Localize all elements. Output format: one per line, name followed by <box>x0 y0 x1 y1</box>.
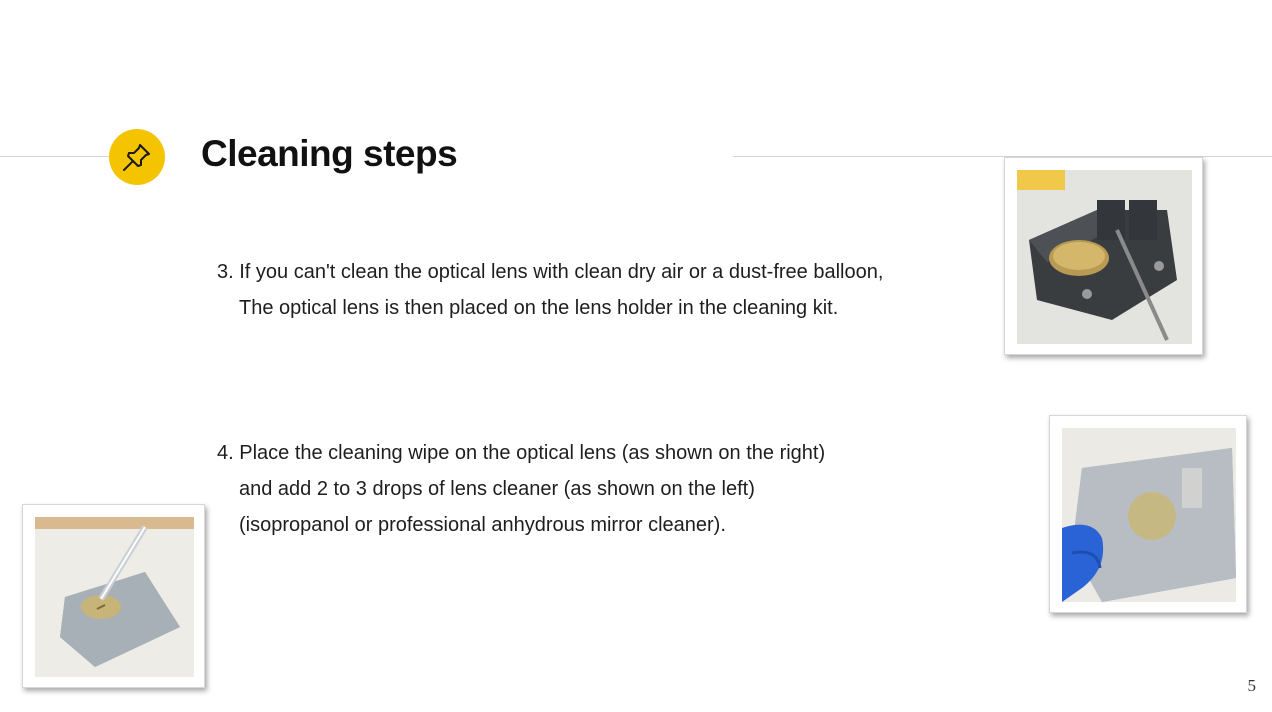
pushpin-icon <box>109 129 165 185</box>
page-number: 5 <box>1247 676 1256 695</box>
lens-holder-photo <box>1004 157 1203 355</box>
lens-cleaner-drops-photo <box>22 504 205 688</box>
header-rule-left <box>0 156 110 157</box>
step-4-line-3: (isopropanol or professional anhydrous mirror cleaner). <box>239 514 726 536</box>
step-4-text <box>217 435 825 543</box>
step-3-text <box>217 254 883 326</box>
step-4-line-2: and add 2 to 3 drops of lens cleaner (as shown on the left) <box>239 478 755 500</box>
step-3-line-1: 3. If you can't clean the optical lens with clean dry air or a dust-free balloon, <box>217 261 884 283</box>
step-3-line-2: The optical lens is then placed on the lens holder in the cleaning kit. <box>239 297 839 319</box>
cleaning-wipe-on-lens-photo <box>1049 415 1247 613</box>
slide-title: Cleaning steps <box>201 133 458 174</box>
step-4-line-1: 4. Place the cleaning wipe on the optical lens (as shown on the right) <box>217 442 826 464</box>
